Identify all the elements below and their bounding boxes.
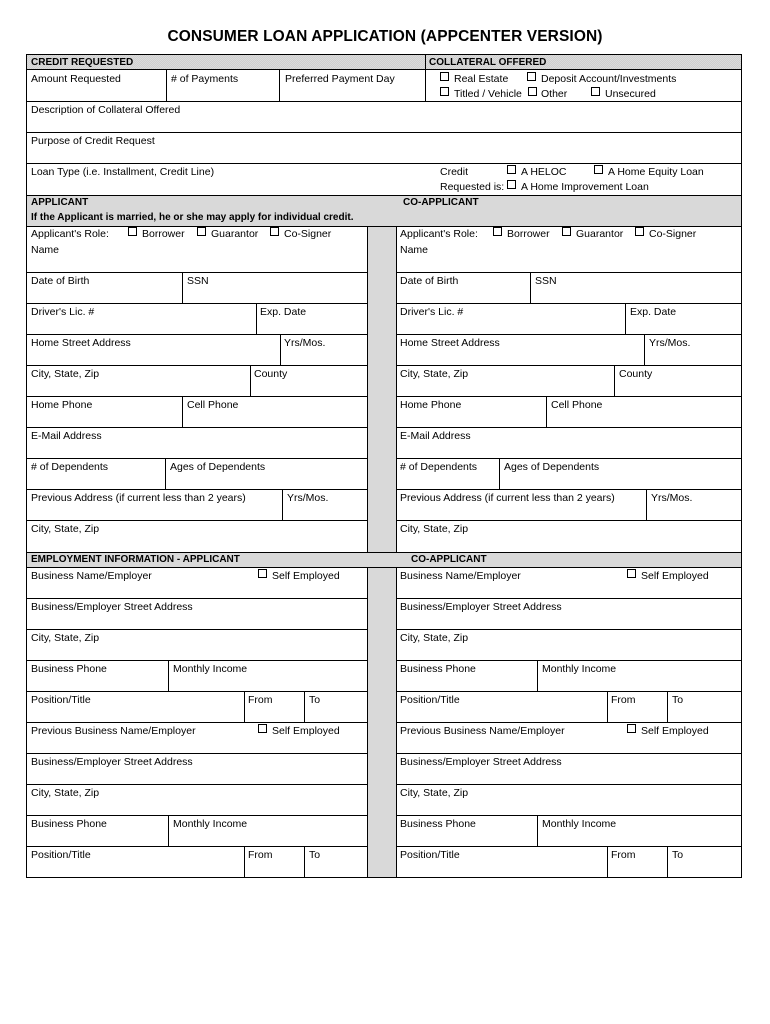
applicant-exp-date-field[interactable]: Exp. Date (260, 306, 307, 318)
credit-label: Credit (440, 166, 469, 178)
emp-prev-from-field[interactable]: From (248, 849, 273, 861)
home-improvement-label: A Home Improvement Loan (521, 181, 649, 193)
emp-city-field[interactable]: City, State, Zip (31, 632, 100, 644)
co-emp-prev-street-field[interactable]: Business/Employer Street Address (400, 756, 562, 768)
applicant-name-field[interactable]: Name (31, 244, 60, 256)
real-estate-checkbox[interactable] (440, 72, 449, 81)
emp-prev-self-employed-checkbox[interactable] (258, 724, 267, 733)
coapplicant-name-field[interactable]: Name (400, 244, 429, 256)
emp-prev-street-field[interactable]: Business/Employer Street Address (31, 756, 193, 768)
co-emp-prev-self-employed-checkbox[interactable] (627, 724, 636, 733)
heloc-checkbox[interactable] (507, 165, 516, 174)
coapplicant-prev-address-field[interactable]: Previous Address (if current less than 2 years) (400, 492, 615, 504)
co-emp-position-field[interactable]: Position/Title (400, 694, 460, 706)
applicant-header: APPLICANT (31, 197, 89, 208)
co-emp-prev-income-field[interactable]: Monthly Income (542, 818, 617, 830)
applicant-ssn-field[interactable]: SSN (187, 275, 209, 287)
credit-header-bg (27, 55, 741, 69)
applicant-ages-field[interactable]: Ages of Dependents (170, 461, 266, 473)
co-emp-prev-business-field[interactable]: Previous Business Name/Employer (400, 725, 565, 737)
married-applicant-note: If the Applicant is married, he or she may apply for individual credit. (31, 212, 354, 223)
emp-street-field[interactable]: Business/Employer Street Address (31, 601, 193, 613)
unsecured-label: Unsecured (605, 88, 656, 100)
coapplicant-county-field[interactable]: County (619, 368, 653, 380)
titled-vehicle-checkbox[interactable] (440, 87, 449, 96)
coapplicant-cosigner-label: Co-Signer (649, 228, 697, 240)
form-title: CONSUMER LOAN APPLICATION (APPCENTER VERSION) (167, 28, 603, 45)
applicant-role-label: Applicant's Role: (31, 228, 109, 240)
heloc-label: A HELOC (521, 166, 567, 178)
loan-application-form (26, 54, 742, 878)
co-emp-prev-city-field[interactable]: City, State, Zip (400, 787, 469, 799)
coapplicant-guarantor-checkbox[interactable] (562, 227, 571, 236)
emp-position-field[interactable]: Position/Title (31, 694, 91, 706)
applicant-prev-yrs-field[interactable]: Yrs/Mos. (287, 492, 329, 504)
emp-phone-field[interactable]: Business Phone (31, 663, 107, 675)
credit-requested-header: CREDIT REQUESTED (31, 57, 134, 68)
unsecured-checkbox[interactable] (591, 87, 600, 96)
co-emp-self-employed-checkbox[interactable] (627, 569, 636, 578)
coapplicant-prev-city-field[interactable]: City, State, Zip (400, 523, 469, 535)
co-emp-prev-self-employed-label: Self Employed (641, 725, 709, 737)
collateral-offered-header: COLLATERAL OFFERED (429, 57, 547, 68)
coapplicant-ages-field[interactable]: Ages of Dependents (504, 461, 600, 473)
co-emp-prev-phone-field[interactable]: Business Phone (400, 818, 476, 830)
applicant-license-field[interactable]: Driver's Lic. # (31, 306, 95, 318)
coapplicant-cosigner-checkbox[interactable] (635, 227, 644, 236)
employment-column-gutter (367, 568, 396, 877)
other-label: Other (541, 88, 568, 100)
loan-type-field[interactable]: Loan Type (i.e. Installment, Credit Line) (31, 166, 215, 178)
coapplicant-yrs-field[interactable]: Yrs/Mos. (649, 337, 691, 349)
emp-business-field[interactable]: Business Name/Employer (31, 570, 152, 582)
emp-prev-position-field[interactable]: Position/Title (31, 849, 91, 861)
co-emp-prev-position-field[interactable]: Position/Title (400, 849, 460, 861)
home-equity-label: A Home Equity Loan (608, 166, 704, 178)
applicant-yrs-field[interactable]: Yrs/Mos. (284, 337, 326, 349)
coapplicant-email-field[interactable]: E-Mail Address (400, 430, 471, 442)
titled-vehicle-label: Titled / Vehicle (454, 88, 522, 100)
emp-prev-self-employed-label: Self Employed (272, 725, 340, 737)
coapplicant-exp-date-field[interactable]: Exp. Date (630, 306, 677, 318)
requested-is-label: Requested is: (440, 181, 505, 193)
applicant-cell-phone-field[interactable]: Cell Phone (187, 399, 239, 411)
coapplicant-borrower-checkbox[interactable] (493, 227, 502, 236)
applicant-column-gutter (367, 226, 396, 552)
co-emp-business-field[interactable]: Business Name/Employer (400, 570, 521, 582)
applicant-prev-city-field[interactable]: City, State, Zip (31, 523, 100, 535)
coapplicant-license-field[interactable]: Driver's Lic. # (400, 306, 464, 318)
coapplicant-borrower-label: Borrower (507, 228, 550, 240)
emp-from-field[interactable]: From (248, 694, 273, 706)
coapplicant-ssn-field[interactable]: SSN (535, 275, 557, 287)
coapplicant-dob-field[interactable]: Date of Birth (400, 275, 459, 287)
other-checkbox[interactable] (528, 87, 537, 96)
coapplicant-street-field[interactable]: Home Street Address (400, 337, 500, 349)
co-emp-income-field[interactable]: Monthly Income (542, 663, 617, 675)
coapplicant-dependents-field[interactable]: # of Dependents (400, 461, 478, 473)
applicant-street-field[interactable]: Home Street Address (31, 337, 131, 349)
applicant-email-field[interactable]: E-Mail Address (31, 430, 102, 442)
emp-prev-business-field[interactable]: Previous Business Name/Employer (31, 725, 196, 737)
coapplicant-guarantor-label: Guarantor (576, 228, 624, 240)
applicant-city-field[interactable]: City, State, Zip (31, 368, 100, 380)
deposit-account-checkbox[interactable] (527, 72, 536, 81)
coapplicant-role-label: Applicant's Role: (400, 228, 478, 240)
emp-self-employed-checkbox[interactable] (258, 569, 267, 578)
deposit-account-label: Deposit Account/Investments (541, 73, 677, 85)
emp-prev-phone-field[interactable]: Business Phone (31, 818, 107, 830)
preferred-payment-day-field[interactable]: Preferred Payment Day (285, 73, 395, 85)
co-emp-self-employed-label: Self Employed (641, 570, 709, 582)
applicant-guarantor-checkbox[interactable] (197, 227, 206, 236)
applicant-cosigner-label: Co-Signer (284, 228, 332, 240)
number-of-payments-field[interactable]: # of Payments (171, 73, 239, 85)
co-emp-prev-to-field[interactable]: To (672, 849, 684, 861)
applicant-county-field[interactable]: County (254, 368, 288, 380)
purpose-of-credit-field[interactable]: Purpose of Credit Request (31, 135, 155, 147)
co-emp-street-field[interactable]: Business/Employer Street Address (400, 601, 562, 613)
co-emp-phone-field[interactable]: Business Phone (400, 663, 476, 675)
applicant-home-phone-field[interactable]: Home Phone (31, 399, 93, 411)
co-applicant-header: CO-APPLICANT (403, 197, 479, 208)
applicant-dob-field[interactable]: Date of Birth (31, 275, 90, 287)
home-improvement-checkbox[interactable] (507, 180, 516, 189)
applicant-borrower-label: Borrower (142, 228, 185, 240)
applicant-borrower-checkbox[interactable] (128, 227, 137, 236)
co-emp-to-field[interactable]: To (672, 694, 684, 706)
emp-to-field[interactable]: To (309, 694, 321, 706)
applicant-prev-address-field[interactable]: Previous Address (if current less than 2 years) (31, 492, 246, 504)
real-estate-label: Real Estate (454, 73, 509, 85)
applicant-dependents-field[interactable]: # of Dependents (31, 461, 109, 473)
coapplicant-home-phone-field[interactable]: Home Phone (400, 399, 462, 411)
emp-prev-income-field[interactable]: Monthly Income (173, 818, 248, 830)
coapplicant-city-field[interactable]: City, State, Zip (400, 368, 469, 380)
amount-requested-field[interactable]: Amount Requested (31, 73, 121, 85)
emp-prev-to-field[interactable]: To (309, 849, 321, 861)
employment-coapplicant-header: CO-APPLICANT (411, 554, 487, 565)
employment-applicant-header: EMPLOYMENT INFORMATION - APPLICANT (31, 554, 240, 565)
collateral-description-field[interactable]: Description of Collateral Offered (31, 104, 181, 116)
emp-income-field[interactable]: Monthly Income (173, 663, 248, 675)
home-equity-checkbox[interactable] (594, 165, 603, 174)
coapplicant-cell-phone-field[interactable]: Cell Phone (551, 399, 603, 411)
co-emp-prev-from-field[interactable]: From (611, 849, 636, 861)
co-emp-from-field[interactable]: From (611, 694, 636, 706)
coapplicant-prev-yrs-field[interactable]: Yrs/Mos. (651, 492, 693, 504)
applicant-cosigner-checkbox[interactable] (270, 227, 279, 236)
co-emp-city-field[interactable]: City, State, Zip (400, 632, 469, 644)
emp-prev-city-field[interactable]: City, State, Zip (31, 787, 100, 799)
emp-self-employed-label: Self Employed (272, 570, 340, 582)
applicant-guarantor-label: Guarantor (211, 228, 259, 240)
